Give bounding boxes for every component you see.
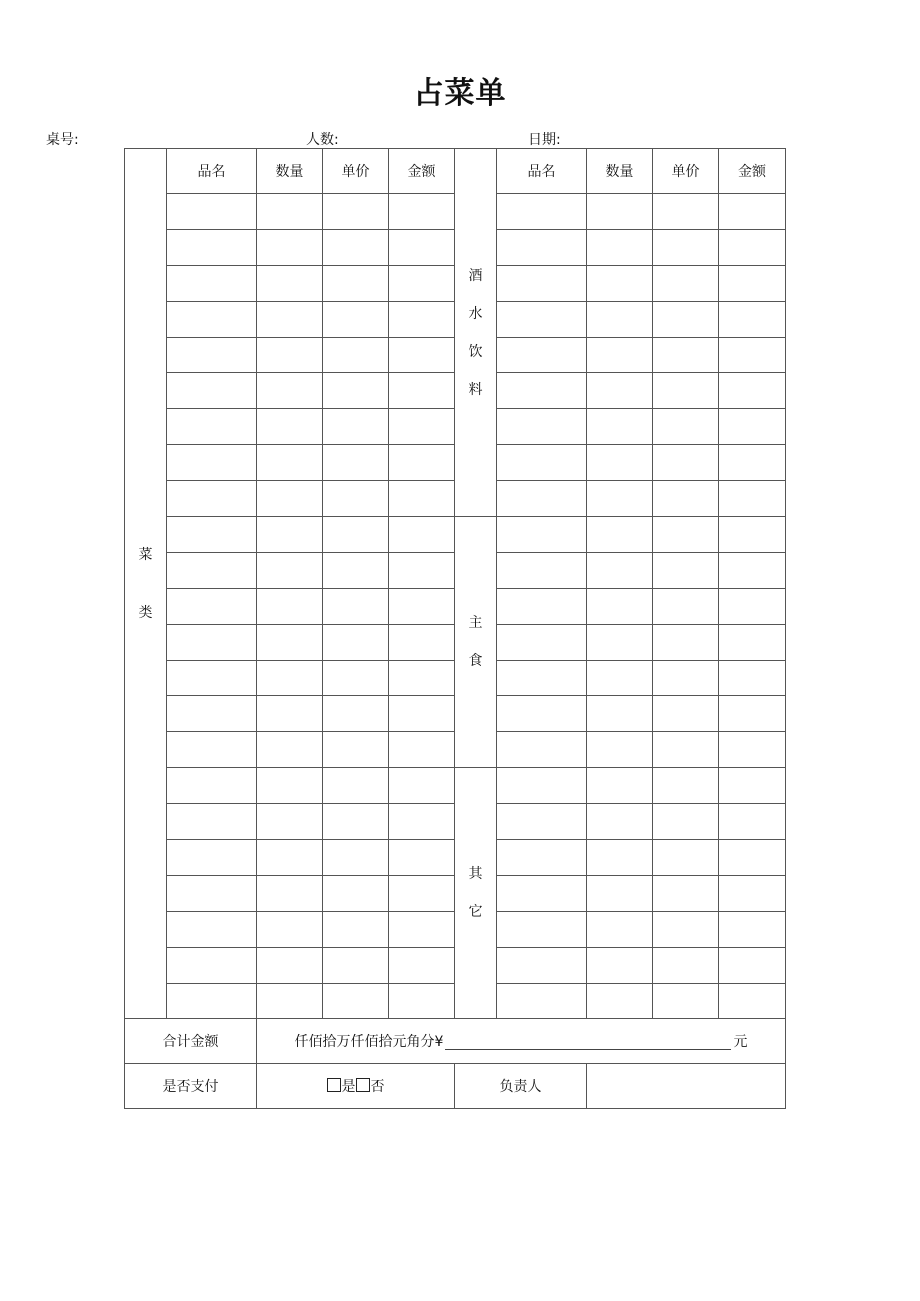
right-item-cell[interactable] xyxy=(587,301,653,337)
section-drinks-char: 水 xyxy=(468,305,483,322)
right-item-cell[interactable] xyxy=(587,552,653,588)
right-item-cell[interactable] xyxy=(497,660,587,696)
left-item-cell[interactable] xyxy=(323,732,389,768)
table-row xyxy=(125,768,786,804)
left-item-cell[interactable] xyxy=(323,409,389,445)
right-item-cell[interactable] xyxy=(719,696,786,732)
right-item-cell[interactable] xyxy=(719,301,786,337)
left-item-cell[interactable] xyxy=(167,409,257,445)
left-item-cell[interactable] xyxy=(323,481,389,517)
right-item-cell[interactable] xyxy=(719,229,786,265)
right-item-cell[interactable] xyxy=(719,660,786,696)
section-dishes xyxy=(125,149,167,1019)
left-item-cell[interactable] xyxy=(323,445,389,481)
left-item-cell[interactable] xyxy=(389,229,455,265)
right-item-cell[interactable] xyxy=(653,624,719,660)
left-item-cell[interactable] xyxy=(257,301,323,337)
right-item-cell[interactable] xyxy=(587,696,653,732)
right-col-amount-header: 金额 xyxy=(719,149,786,194)
right-item-cell[interactable] xyxy=(719,409,786,445)
right-item-cell[interactable] xyxy=(497,732,587,768)
left-item-cell[interactable] xyxy=(167,337,257,373)
left-item-cell[interactable] xyxy=(257,732,323,768)
left-item-cell[interactable] xyxy=(167,588,257,624)
paid-no-label: 否 xyxy=(370,1079,385,1096)
left-item-cell[interactable] xyxy=(389,552,455,588)
left-item-cell[interactable] xyxy=(167,911,257,947)
left-item-cell[interactable] xyxy=(389,481,455,517)
left-item-cell[interactable] xyxy=(389,588,455,624)
right-item-cell[interactable] xyxy=(719,840,786,876)
right-item-cell[interactable] xyxy=(719,194,786,230)
table-row xyxy=(125,517,786,553)
right-item-cell[interactable] xyxy=(497,481,587,517)
left-item-cell[interactable] xyxy=(257,911,323,947)
left-item-cell[interactable] xyxy=(323,624,389,660)
left-item-cell[interactable] xyxy=(389,301,455,337)
right-item-cell[interactable] xyxy=(587,409,653,445)
right-item-cell[interactable] xyxy=(653,265,719,301)
right-item-cell[interactable] xyxy=(587,840,653,876)
page-title: 占菜单 xyxy=(413,76,507,111)
right-item-cell[interactable] xyxy=(653,229,719,265)
right-item-cell[interactable] xyxy=(587,373,653,409)
left-item-cell[interactable] xyxy=(323,947,389,983)
left-item-cell[interactable] xyxy=(167,840,257,876)
right-item-cell[interactable] xyxy=(587,265,653,301)
order-form-table xyxy=(124,148,786,1109)
right-item-cell[interactable] xyxy=(497,588,587,624)
left-item-cell[interactable] xyxy=(389,517,455,553)
left-item-cell[interactable] xyxy=(167,194,257,230)
right-item-cell[interactable] xyxy=(653,696,719,732)
right-item-cell[interactable] xyxy=(719,588,786,624)
left-item-cell[interactable] xyxy=(389,373,455,409)
right-item-cell[interactable] xyxy=(497,911,587,947)
section-drinks-char: 酒 xyxy=(468,267,483,284)
right-item-cell[interactable] xyxy=(497,517,587,553)
left-item-cell[interactable] xyxy=(167,301,257,337)
right-item-cell[interactable] xyxy=(587,517,653,553)
left-item-cell[interactable] xyxy=(323,337,389,373)
right-col-qty-header: 数量 xyxy=(587,149,653,194)
right-item-cell[interactable] xyxy=(497,983,587,1019)
left-item-cell[interactable] xyxy=(257,229,323,265)
right-item-cell[interactable] xyxy=(587,732,653,768)
right-item-cell[interactable] xyxy=(497,194,587,230)
paid-label: 是否支付 xyxy=(125,1064,257,1109)
left-col-qty-header: 数量 xyxy=(257,149,323,194)
right-item-cell[interactable] xyxy=(653,301,719,337)
total-suffix: 元 xyxy=(733,1034,748,1051)
right-item-cell[interactable] xyxy=(719,983,786,1019)
right-item-cell[interactable] xyxy=(719,445,786,481)
right-item-cell[interactable] xyxy=(719,732,786,768)
left-item-cell[interactable] xyxy=(389,804,455,840)
total-amount-field[interactable] xyxy=(257,1019,786,1064)
responsible-label: 负责人 xyxy=(455,1064,587,1109)
section-dishes-char: 菜 xyxy=(138,546,153,563)
left-item-cell[interactable] xyxy=(257,947,323,983)
left-item-cell[interactable] xyxy=(323,588,389,624)
section-drinks-char: 料 xyxy=(468,381,483,398)
right-item-cell[interactable] xyxy=(587,337,653,373)
section-other-label xyxy=(455,855,496,931)
section-dishes-label xyxy=(125,526,166,642)
right-item-cell[interactable] xyxy=(497,552,587,588)
right-item-cell[interactable] xyxy=(587,481,653,517)
section-staple xyxy=(455,517,497,768)
left-item-cell[interactable] xyxy=(257,517,323,553)
right-item-cell[interactable] xyxy=(653,517,719,553)
left-item-cell[interactable] xyxy=(323,229,389,265)
right-item-cell[interactable] xyxy=(719,947,786,983)
section-staple-label xyxy=(455,604,496,680)
left-item-cell[interactable] xyxy=(323,768,389,804)
payment-row xyxy=(125,1064,786,1109)
left-item-cell[interactable] xyxy=(323,660,389,696)
left-item-cell[interactable] xyxy=(323,840,389,876)
left-item-cell[interactable] xyxy=(323,696,389,732)
right-item-cell[interactable] xyxy=(497,624,587,660)
left-item-cell[interactable] xyxy=(257,804,323,840)
right-col-price-header: 单价 xyxy=(653,149,719,194)
left-item-cell[interactable] xyxy=(389,983,455,1019)
left-item-cell[interactable] xyxy=(257,337,323,373)
left-item-cell[interactable] xyxy=(323,983,389,1019)
section-drinks-label xyxy=(455,257,496,409)
left-item-cell[interactable] xyxy=(389,194,455,230)
right-item-cell[interactable] xyxy=(497,409,587,445)
right-item-cell[interactable] xyxy=(653,660,719,696)
guest-count-label: 人数: xyxy=(306,132,339,148)
left-item-cell[interactable] xyxy=(167,875,257,911)
right-item-cell[interactable] xyxy=(653,445,719,481)
right-item-cell[interactable] xyxy=(587,445,653,481)
left-item-cell[interactable] xyxy=(257,696,323,732)
right-item-cell[interactable] xyxy=(587,229,653,265)
left-col-amount-header: 金额 xyxy=(389,149,455,194)
section-drinks-char: 饮 xyxy=(468,343,483,360)
section-staple-char: 食 xyxy=(468,653,483,670)
left-item-cell[interactable] xyxy=(167,660,257,696)
right-item-cell[interactable] xyxy=(653,409,719,445)
right-item-cell[interactable] xyxy=(719,552,786,588)
right-item-cell[interactable] xyxy=(653,804,719,840)
date-label: 日期: xyxy=(528,132,561,148)
left-item-cell[interactable] xyxy=(323,301,389,337)
section-other xyxy=(455,768,497,1019)
left-item-cell[interactable] xyxy=(167,732,257,768)
left-item-cell[interactable] xyxy=(323,875,389,911)
left-item-cell[interactable] xyxy=(167,696,257,732)
left-item-cell[interactable] xyxy=(257,875,323,911)
right-item-cell[interactable] xyxy=(587,911,653,947)
section-other-char: 其 xyxy=(468,866,483,883)
right-item-cell[interactable] xyxy=(653,732,719,768)
left-item-cell[interactable] xyxy=(167,265,257,301)
section-drinks xyxy=(455,149,497,517)
right-item-cell[interactable] xyxy=(719,373,786,409)
left-item-cell[interactable] xyxy=(257,624,323,660)
right-item-cell[interactable] xyxy=(497,445,587,481)
right-item-cell[interactable] xyxy=(653,588,719,624)
left-item-cell[interactable] xyxy=(323,265,389,301)
left-item-cell[interactable] xyxy=(257,409,323,445)
right-col-name-header: 品名 xyxy=(497,149,587,194)
paid-no-checkbox[interactable] xyxy=(356,1078,370,1092)
right-item-cell[interactable] xyxy=(497,768,587,804)
right-item-cell[interactable] xyxy=(719,911,786,947)
right-item-cell[interactable] xyxy=(653,875,719,911)
right-item-cell[interactable] xyxy=(653,983,719,1019)
left-item-cell[interactable] xyxy=(167,804,257,840)
left-item-cell[interactable] xyxy=(257,840,323,876)
left-col-name-header: 品名 xyxy=(167,149,257,194)
left-item-cell[interactable] xyxy=(167,947,257,983)
right-item-cell[interactable] xyxy=(587,624,653,660)
right-item-cell[interactable] xyxy=(719,337,786,373)
right-item-cell[interactable] xyxy=(497,947,587,983)
right-item-cell[interactable] xyxy=(497,229,587,265)
left-item-cell[interactable] xyxy=(323,194,389,230)
right-item-cell[interactable] xyxy=(653,373,719,409)
left-item-cell[interactable] xyxy=(323,373,389,409)
right-item-cell[interactable] xyxy=(587,588,653,624)
right-item-cell[interactable] xyxy=(497,840,587,876)
right-item-cell[interactable] xyxy=(497,875,587,911)
right-item-cell[interactable] xyxy=(497,696,587,732)
left-item-cell[interactable] xyxy=(389,624,455,660)
left-item-cell[interactable] xyxy=(257,768,323,804)
right-item-cell[interactable] xyxy=(587,194,653,230)
right-item-cell[interactable] xyxy=(719,517,786,553)
left-item-cell[interactable] xyxy=(389,875,455,911)
total-amount-label: 合计金额 xyxy=(125,1019,257,1064)
right-item-cell[interactable] xyxy=(719,875,786,911)
left-item-cell[interactable] xyxy=(167,481,257,517)
left-item-cell[interactable] xyxy=(257,481,323,517)
right-item-cell[interactable] xyxy=(587,875,653,911)
right-item-cell[interactable] xyxy=(587,983,653,1019)
table-number-label: 桌号: xyxy=(46,132,79,148)
right-item-cell[interactable] xyxy=(587,947,653,983)
left-item-cell[interactable] xyxy=(257,265,323,301)
left-item-cell[interactable] xyxy=(389,768,455,804)
left-item-cell[interactable] xyxy=(257,552,323,588)
order-form-body xyxy=(125,149,786,1019)
left-item-cell[interactable] xyxy=(167,624,257,660)
left-item-cell[interactable] xyxy=(389,265,455,301)
left-item-cell[interactable] xyxy=(323,552,389,588)
section-staple-char: 主 xyxy=(468,615,483,632)
paid-yes-checkbox[interactable] xyxy=(327,1078,341,1092)
right-item-cell[interactable] xyxy=(497,265,587,301)
right-item-cell[interactable] xyxy=(653,194,719,230)
right-item-cell[interactable] xyxy=(719,804,786,840)
section-other-char: 它 xyxy=(468,904,483,921)
right-item-cell[interactable] xyxy=(719,768,786,804)
right-item-cell[interactable] xyxy=(653,840,719,876)
left-item-cell[interactable] xyxy=(167,373,257,409)
right-item-cell[interactable] xyxy=(719,265,786,301)
right-item-cell[interactable] xyxy=(587,804,653,840)
right-item-cell[interactable] xyxy=(653,947,719,983)
right-item-cell[interactable] xyxy=(587,768,653,804)
left-item-cell[interactable] xyxy=(323,517,389,553)
right-item-cell[interactable] xyxy=(719,624,786,660)
left-item-cell[interactable] xyxy=(389,840,455,876)
right-item-cell[interactable] xyxy=(497,373,587,409)
right-item-cell[interactable] xyxy=(653,337,719,373)
left-item-cell[interactable] xyxy=(389,947,455,983)
right-item-cell[interactable] xyxy=(653,481,719,517)
section-dishes-char: 类 xyxy=(138,604,153,621)
column-header-row xyxy=(125,149,786,194)
left-item-cell[interactable] xyxy=(389,696,455,732)
left-item-cell[interactable] xyxy=(389,409,455,445)
responsible-field[interactable] xyxy=(587,1064,786,1109)
left-item-cell[interactable] xyxy=(167,552,257,588)
left-item-cell[interactable] xyxy=(257,373,323,409)
total-row xyxy=(125,1019,786,1064)
total-amount-blank[interactable] xyxy=(445,1035,731,1050)
left-item-cell[interactable] xyxy=(257,983,323,1019)
right-item-cell[interactable] xyxy=(497,337,587,373)
left-item-cell[interactable] xyxy=(323,804,389,840)
right-item-cell[interactable] xyxy=(587,660,653,696)
left-item-cell[interactable] xyxy=(167,229,257,265)
right-item-cell[interactable] xyxy=(497,804,587,840)
left-item-cell[interactable] xyxy=(257,660,323,696)
left-item-cell[interactable] xyxy=(167,983,257,1019)
total-units-label: 仟佰拾万仟佰拾元角分¥ xyxy=(294,1034,444,1051)
left-item-cell[interactable] xyxy=(167,517,257,553)
paid-yes-label: 是 xyxy=(341,1079,356,1096)
right-item-cell[interactable] xyxy=(497,301,587,337)
left-item-cell[interactable] xyxy=(257,194,323,230)
left-item-cell[interactable] xyxy=(167,768,257,804)
right-item-cell[interactable] xyxy=(719,481,786,517)
left-item-cell[interactable] xyxy=(389,911,455,947)
left-item-cell[interactable] xyxy=(257,588,323,624)
left-item-cell[interactable] xyxy=(389,337,455,373)
left-item-cell[interactable] xyxy=(389,660,455,696)
left-item-cell[interactable] xyxy=(389,445,455,481)
right-item-cell[interactable] xyxy=(653,552,719,588)
left-item-cell[interactable] xyxy=(167,445,257,481)
right-item-cell[interactable] xyxy=(653,911,719,947)
left-item-cell[interactable] xyxy=(389,732,455,768)
right-item-cell[interactable] xyxy=(653,768,719,804)
paid-options xyxy=(257,1064,455,1109)
left-col-price-header: 单价 xyxy=(323,149,389,194)
left-item-cell[interactable] xyxy=(257,445,323,481)
left-item-cell[interactable] xyxy=(323,911,389,947)
